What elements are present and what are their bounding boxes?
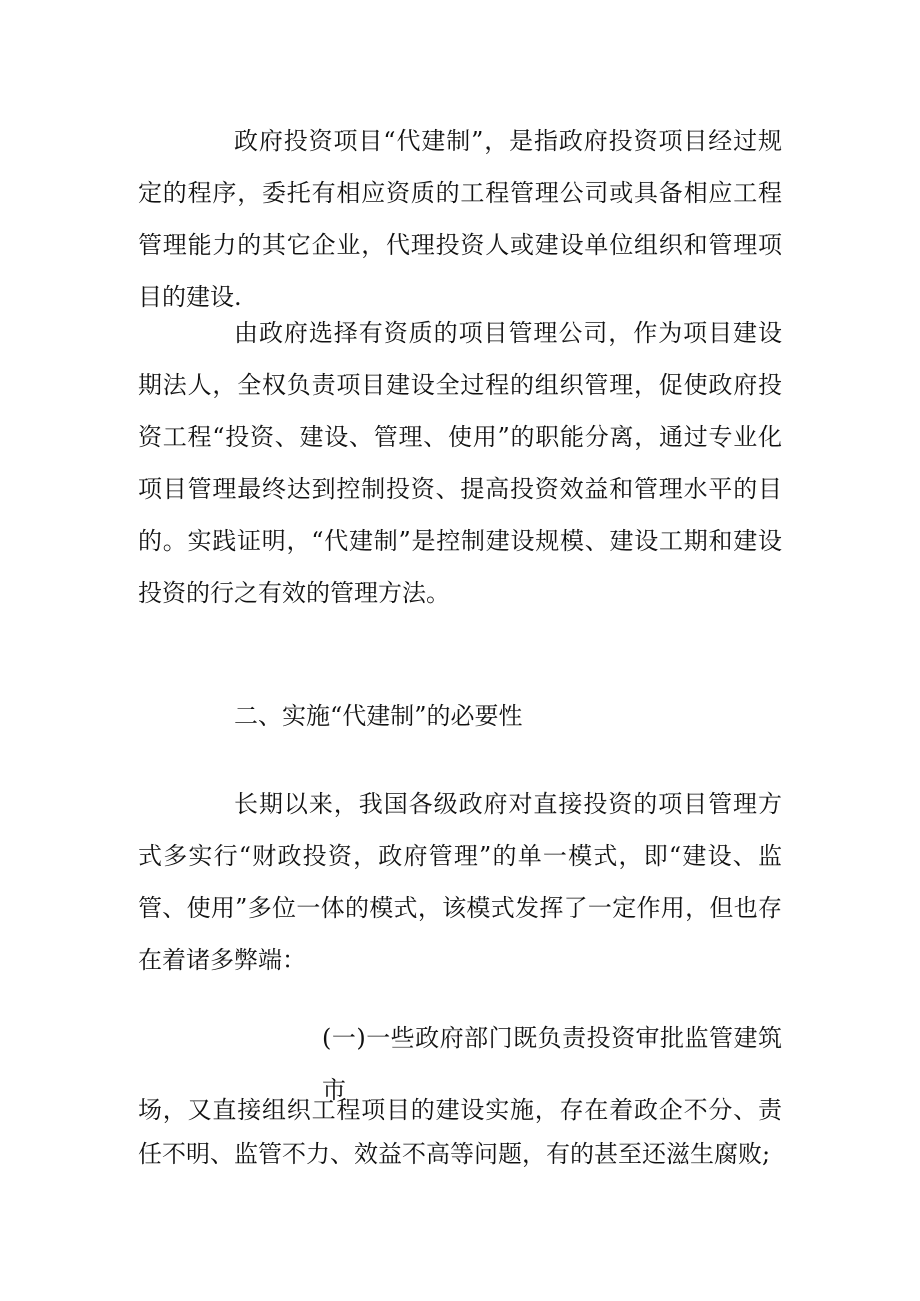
paragraph-description: 由政府选择有资质的项目管理公司，作为项目建设期法人，全权负责项目建设全过程的组织管理，促使政府投资工程“投资、建设、管理、使用”的职能分离，通过专业化项目管理最终达到控制投资、提高投资效益和管理水平的目的。实践证明，“代建制”是控制建设规模、建设工期和建设投资的行之有效的管理方法。 [138, 319, 782, 607]
paragraph-definition: 政府投资项目“代建制”，是指政府投资项目经过规定的程序，委托有相应资质的工程管理公司或具备相应工程管理能力的其它企业，代理投资人或建设单位组织和管理项目的建设. [138, 127, 782, 311]
list-item-first-line: (一)一些政府部门既负责投资审批监管建筑市 [322, 1024, 782, 1104]
paragraph-background: 长期以来，我国各级政府对直接投资的项目管理方式多实行“财政投资，政府管理”的单一模式，即“建设、监管、使用”多位一体的模式，该模式发挥了一定作用，但也存在着诸多弊端： [138, 790, 782, 974]
section-heading: 二、实施“代建制”的必要性 [234, 702, 523, 730]
list-item-continuation: 场，又直接组织工程项目的建设实施，存在着政企不分、责任不明、监管不力、效益不高等问题，有的甚至还滋生腐败; [138, 1096, 782, 1168]
